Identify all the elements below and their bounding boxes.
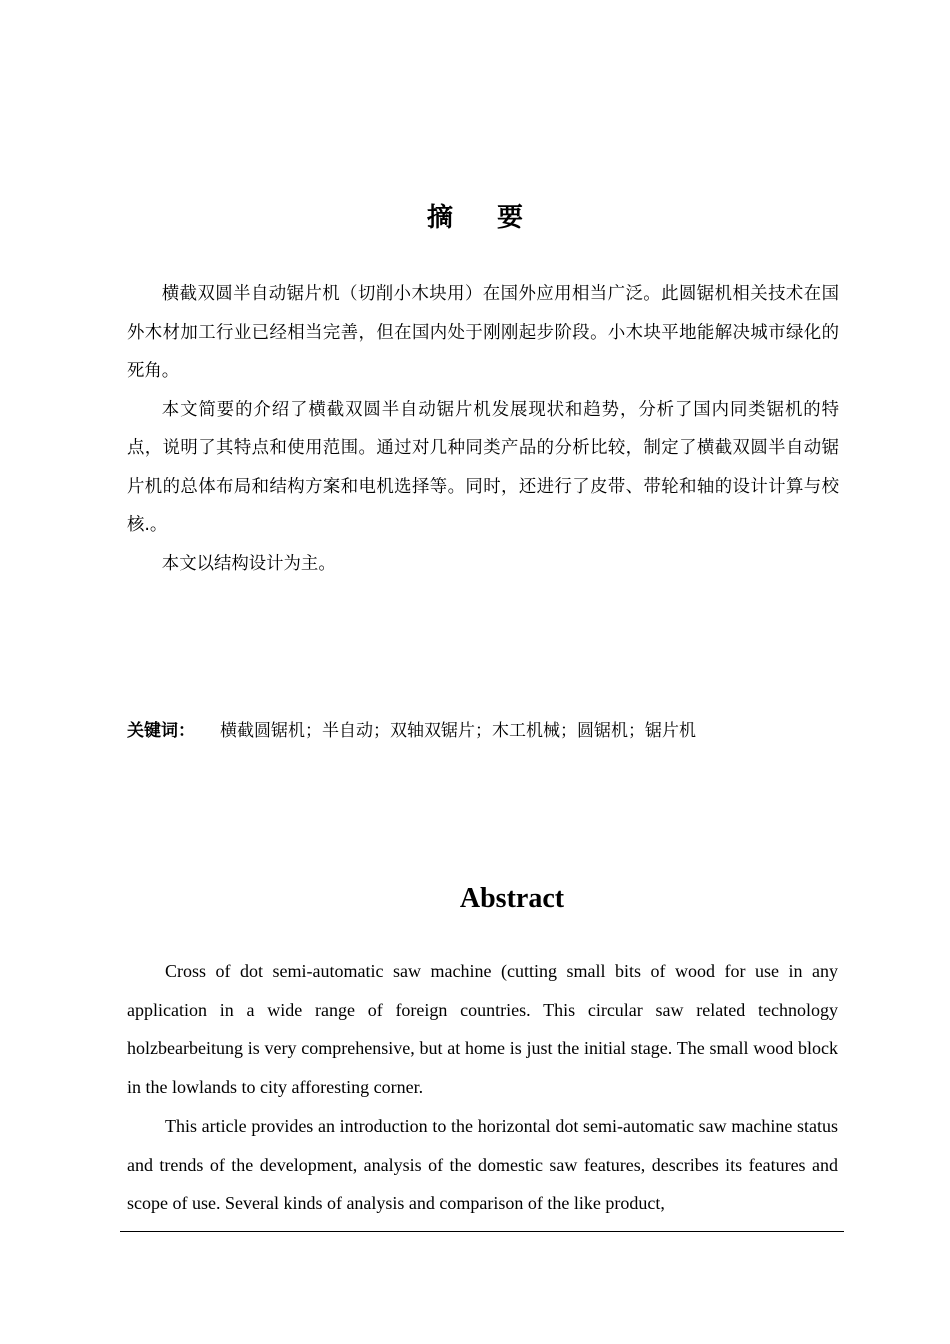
chinese-abstract-body xyxy=(127,275,839,583)
chinese-abstract-paragraph: 本文简要的介绍了横截双圆半自动锯片机发展现状和趋势，分析了国内同类锯机的特点，说明了其特点和使用范围。通过对几种同类产品的分析比较，制定了横截双圆半自动锯片机的总体布局和结构方案和电机选择等。同时，还进行了皮带、带轮和轴的设计计算与校核.。 xyxy=(127,399,839,535)
chinese-abstract-title: 摘要 xyxy=(426,203,567,233)
english-abstract-body xyxy=(127,952,838,1223)
chinese-abstract-paragraph: 横截双圆半自动锯片机（切削小木块用）在国外应用相当广泛。此圆锯机相关技术在国外木材加工行业已经相当完善，但在国内处于刚刚起步阶段。小木块平地能解决城市绿化的死角。 xyxy=(127,284,839,381)
keywords-label: 关键词： xyxy=(127,721,195,741)
keywords-value: 横截圆锯机；半自动；双轴双锯片；木工机械；圆锯机；锯片机 xyxy=(220,721,696,741)
english-abstract-paragraph: This article provides an introduction to the horizontal dot semi-automatic saw machine status and trends of the development, analysis of the domestic saw features, describes its features and scope of use. Several kinds of analysis and comparison of the like product, xyxy=(127,1115,838,1214)
chinese-abstract-paragraph: 本文以结构设计为主。 xyxy=(161,553,336,574)
footer-divider xyxy=(120,1231,844,1232)
keywords-line xyxy=(127,712,839,750)
english-abstract-paragraph: Cross of dot semi-automatic saw machine (cutting small bits of wood for use in any application in a wide range of foreign countries. This circular saw related technology holzbearbeitung is very comprehensive, but at home is just the initial stage. The small wood block in the lowlands to city afforesting corner. xyxy=(127,961,838,1098)
english-abstract-title: Abstract xyxy=(459,883,565,914)
